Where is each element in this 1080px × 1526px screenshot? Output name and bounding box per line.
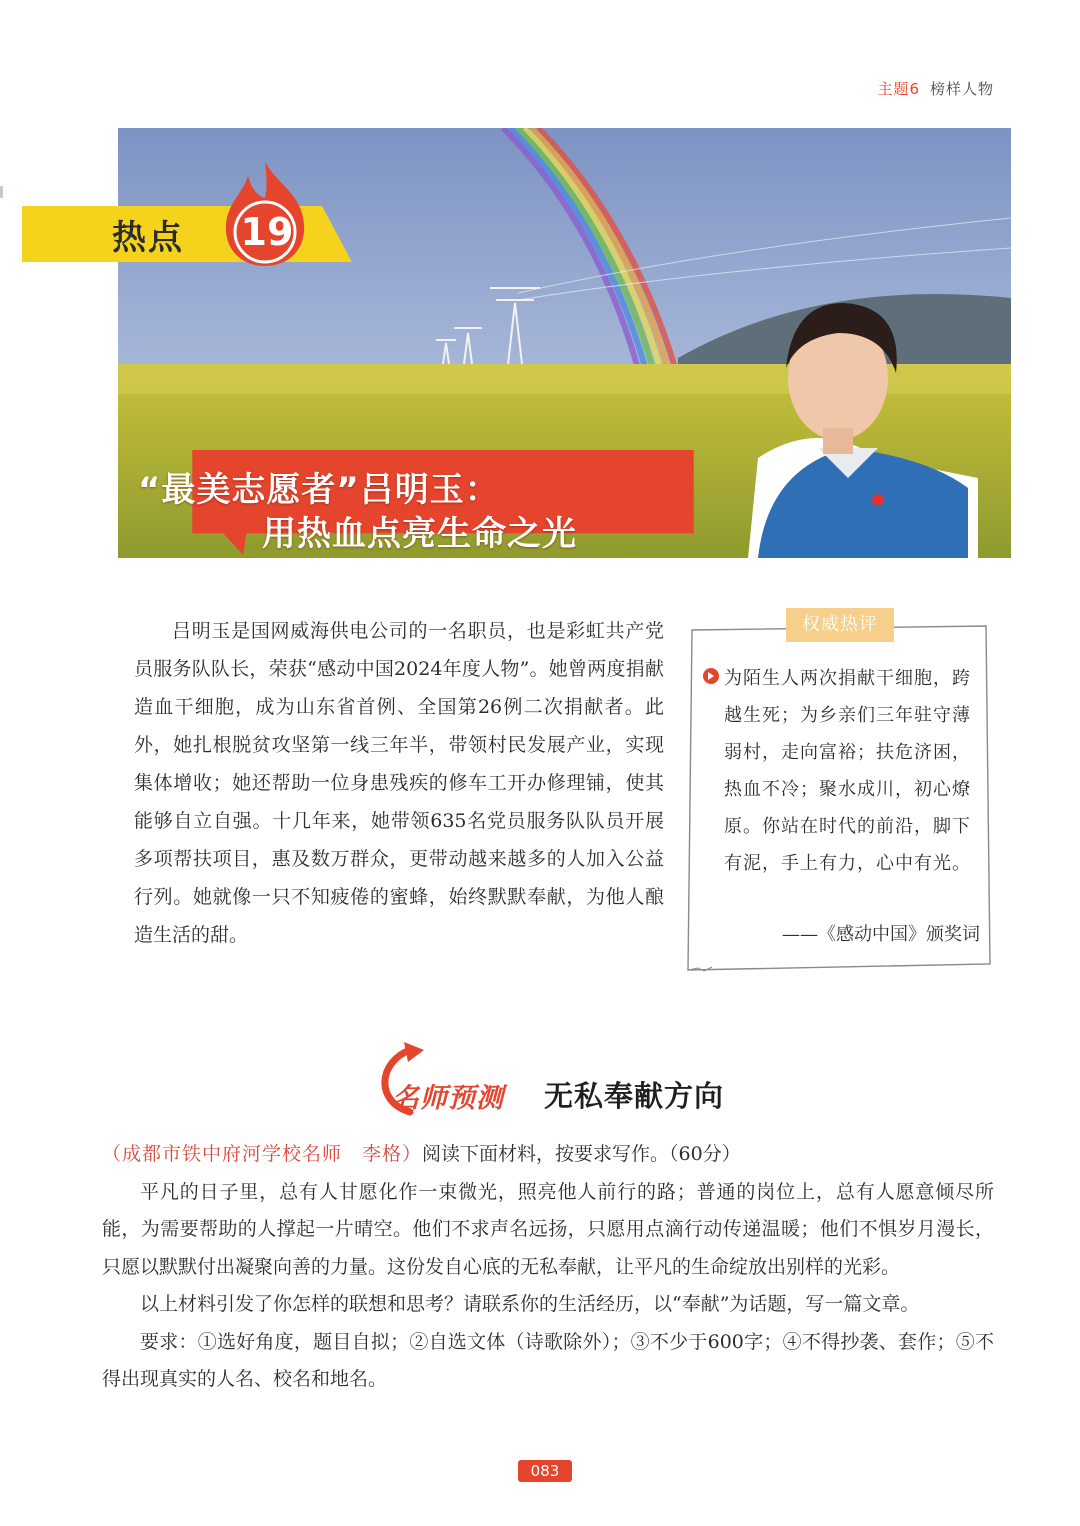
prompt-material: 平凡的日子里，总有人甘愿化作一束微光，照亮他人前行的路；普通的岗位上，总有人愿意倾尽所能，为需要帮助的人撑起一片晴空。他们不求声名远扬，只愿用点滴行动传递温暖；他们不惧岁月漫长，只愿以默默付出凝聚向善的力量。这份发自心底的无私奉献，让平凡的生命绽放出别样的光彩。 — [102, 1180, 994, 1278]
article-paragraph: 吕明玉是国网威海供电公司的一名职员，也是彩虹共产党员服务队队长，荣获“感动中国2024年度人物”。她曾两度捐献造血干细胞，成为山东省首例、全国第26例二次捐献者。此外，她扎根脱贫攻坚第一线三年半，带领村民发展产业，实现集体增收；她还帮助一位身患残疾的修车工开办修理铺，使其能够自立自强。十几年来，她带领635名党员服务队队员开展多项帮扶项目，惠及数万群众，更带动越来越多的人加入公益行列。她就像一只不知疲倦的蜜蜂，始终默默奉献，为他人酿造生活的甜。 — [134, 620, 664, 946]
comment-text: 为陌生人两次捐献干细胞，跨越生死；为乡亲们三年驻守薄弱村，走向富裕；扶危济困，热血不冷；聚水成川，初心燎原。你站在时代的前沿，脚下有泥，手上有力，心中有光。 — [724, 668, 971, 874]
topic-title: 榜样人物 — [929, 80, 994, 98]
hot-number: 19 — [240, 210, 294, 254]
page-edge-mark — [0, 186, 3, 198]
prompt-question: 以上材料引发了你怎样的联想和思考？请联系你的生活经历，以“奉献”为话题，写一篇文章。 — [140, 1293, 920, 1315]
prompt-requirements: 要求：①选好角度，题目自拟；②自选文体（诗歌除外）；③不少于600字；④不得抄袭、套作；⑤不得出现真实的人名、校名和地名。 — [102, 1330, 994, 1390]
running-header — [877, 78, 994, 99]
comment-tab-label: 权威热评 — [786, 608, 894, 642]
prompt-source: （成都市铁中府河学校名师 李格） — [102, 1143, 423, 1165]
comment-source: ——《感动中国》颁奖词 — [782, 924, 980, 945]
writing-prompt — [102, 1136, 994, 1399]
bullet-arrow-icon — [703, 668, 719, 684]
article-body — [134, 612, 664, 954]
headline-line-1: “最美志愿者”吕明玉： — [138, 470, 500, 510]
prompt-intro: 阅读下面材料，按要求写作。（60分） — [422, 1143, 741, 1165]
hot-label: 热点 — [112, 218, 184, 258]
prediction-title: 无私奉献方向 — [544, 1079, 725, 1113]
headline-line-2: 用热血点亮生命之光 — [262, 514, 577, 554]
prediction-logo-text: 名师预测 — [392, 1083, 504, 1114]
page-number: 083 — [518, 1460, 572, 1482]
topic-number: 主题6 — [877, 80, 920, 98]
